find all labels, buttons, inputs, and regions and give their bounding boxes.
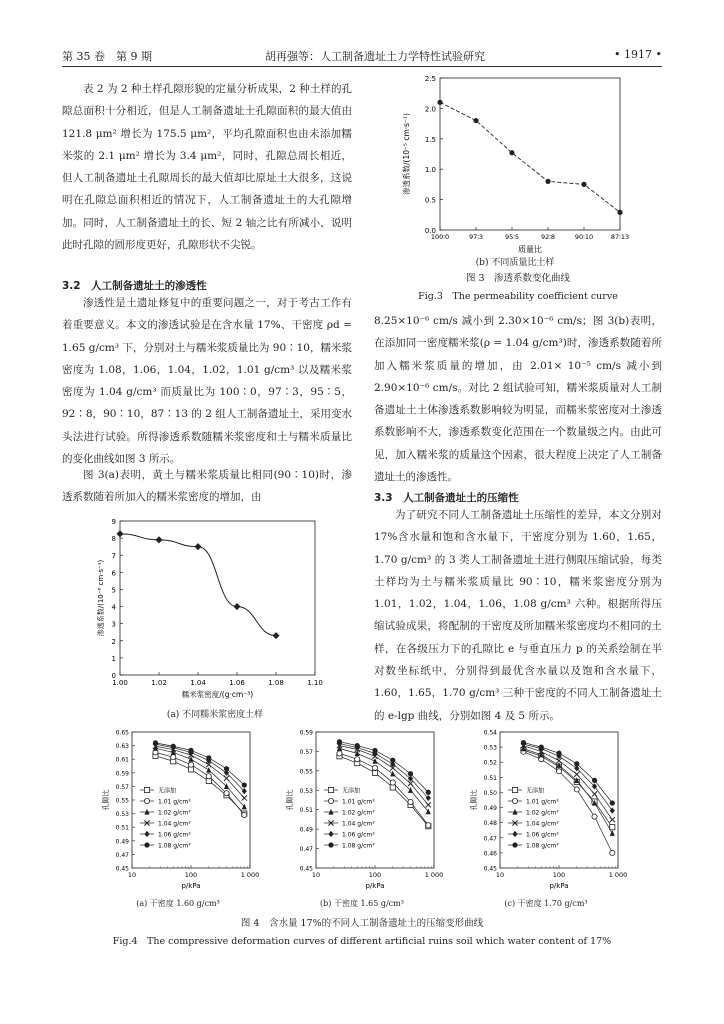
y-tick-label: 7: [111, 552, 116, 561]
legend-label: 无添加: [158, 787, 177, 795]
data-point: [355, 757, 360, 762]
y-tick-label: 4: [111, 603, 116, 612]
legend-label: 1.01 g/cm³: [526, 798, 559, 806]
figure-4c-subcaption: (c) 干密度 1.70 g/cm³: [504, 899, 588, 908]
data-point: [390, 785, 395, 790]
data-point: [337, 739, 342, 744]
data-point: [206, 774, 211, 779]
legend-label: 1.06 g/cm³: [342, 831, 375, 839]
data-point: [473, 118, 478, 123]
x-tick-label: 95∶5: [504, 233, 520, 241]
legend-label: 1.04 g/cm³: [342, 820, 375, 828]
x-axis-label: 糯米浆密度/(g·cm⁻³): [181, 690, 254, 699]
data-point: [242, 782, 247, 787]
y-tick-label: 0.54: [483, 729, 497, 737]
legend-marker: [144, 842, 149, 847]
y-axis-label: 孔隙比: [102, 789, 110, 811]
x-tick-label: 10: [127, 871, 137, 879]
x-tick-label: 1 000: [240, 871, 260, 879]
x-tick-label: 10: [311, 871, 321, 879]
x-tick-label: 1.08: [268, 679, 284, 687]
data-point: [437, 100, 442, 105]
y-tick-label: 0.53: [483, 744, 497, 752]
y-tick-label: 0: [111, 672, 116, 680]
data-point: [426, 802, 431, 807]
x-tick-label: 100: [368, 871, 382, 879]
y-tick-label: 9: [111, 518, 116, 526]
data-point: [556, 751, 561, 756]
figure-3-caption-cn: 图 3 渗透系数变化曲线: [465, 273, 571, 284]
y-tick-label: 0.55: [299, 768, 313, 776]
data-point: [545, 179, 550, 184]
legend-marker: [328, 842, 333, 847]
figure-4-caption-cn: 图 4 含水量 17%的不同人工制备遗址土的压缩变形曲线: [240, 918, 484, 929]
legend-marker: [144, 798, 149, 803]
figure-3a-subcaption: (a) 不同糯米浆密度土样: [166, 710, 264, 720]
data-point: [224, 776, 229, 781]
data-point: [372, 758, 377, 764]
data-point: [521, 740, 526, 745]
figure-3a-chart: [95, 515, 335, 700]
data-point: [171, 755, 176, 760]
y-tick-label: 1: [111, 654, 116, 663]
legend-label: 无添加: [342, 787, 361, 795]
x-tick-label: 1.02: [151, 679, 167, 687]
figure-3b-chart: [395, 70, 635, 255]
legend-label: 1.06 g/cm³: [158, 831, 191, 839]
y-tick-label: 0.61: [115, 756, 129, 764]
data-point: [233, 603, 240, 610]
section-3-2-heading: 3.2 人工制备遗址土的渗透性: [62, 280, 207, 292]
legend-label: 1.01 g/cm³: [342, 798, 375, 806]
left-paragraph-3: 图 3(a)表明，黄土与糯米浆质量比相同(90∶10)时，渗透系数随着所加入的糯米浆密度的增加，由: [62, 469, 352, 504]
data-point: [574, 772, 579, 777]
legend-label: 1.08 g/cm³: [526, 842, 559, 850]
y-tick-label: 0.52: [483, 759, 497, 767]
data-point: [617, 210, 622, 215]
legend-marker: [512, 787, 517, 792]
y-tick-label: 0.45: [483, 865, 497, 873]
y-tick-label: 0.49: [115, 838, 129, 846]
data-point: [272, 632, 279, 639]
data-point: [194, 543, 201, 550]
data-point: [408, 787, 413, 793]
y-tick-label: 1.0: [424, 166, 436, 175]
y-tick-label: 0.47: [115, 851, 129, 859]
plot-frame: [440, 78, 620, 230]
legend-marker: [328, 787, 333, 792]
y-tick-label: 0.0: [424, 227, 436, 235]
left-paragraph-1: 表 2 为 2 种土样孔隙形貌的定量分析成果，2 种土样的孔隙总面积十分相近，但是人工制备遗址土孔隙面积的最大值由 121.8 μm² 增长为 175.5 μm²，平均孔隙面积也由未添加糯米浆的 2.1 μm² 增长为 3.4 μm²，同时，孔隙总周长相近，但人工制备遗址土孔隙周长的最大值却比原址土大很多，这说明在孔隙总面积相近的情况下，人工制备遗址土的大孔隙增加。同时，人工制备遗址土的长、短 2 轴之比有所减小，说明此时孔隙的圆形度更好，孔隙形状不尖锐。: [62, 83, 352, 252]
y-tick-label: 2.5: [424, 75, 436, 83]
data-point: [539, 745, 544, 750]
data-point: [242, 812, 247, 817]
legend-label: 无添加: [526, 787, 545, 795]
data-point: [155, 536, 162, 543]
legend-marker: [512, 842, 517, 847]
y-tick-label: 2: [111, 637, 116, 646]
x-tick-label: 100: [184, 871, 198, 879]
y-tick-label: 0.45: [115, 865, 129, 873]
data-point: [206, 755, 211, 760]
x-axis-label: p/kPa: [365, 882, 385, 890]
figure-3-caption-en: Fig.3 The permeability coefficient curve: [418, 291, 618, 302]
y-tick-label: 1.5: [424, 135, 436, 144]
y-tick-label: 0.59: [115, 770, 129, 778]
legend-marker: [328, 831, 333, 837]
y-tick-label: 0.57: [299, 748, 313, 756]
right-paragraph-1: 8.25×10⁻⁶ cm/s 减小到 2.30×10⁻⁶ cm/s；图 3(b)表明，在添加同一密度糯米浆(ρ = 1.04 g/cm³)时，渗透系数随着所加入糯米浆质量的增加，由 2.01× 10⁻⁵ cm/s 减小到 2.90×10⁻⁶ cm/s。对比 2 组试验可知，糯米浆质量对人工制备遗址土土体渗透系数影响较为明显，而糯米浆密度对土渗透系数影响不大，渗透系数变化范围在一个数量级之内。由此可见，加入糯米浆的质量这个因素，很大程度上决定了人工制备遗址土的渗透性。: [374, 315, 662, 484]
data-point: [426, 790, 431, 795]
data-point: [592, 791, 597, 796]
data-point: [592, 814, 597, 819]
y-tick-label: 0.65: [115, 729, 129, 737]
y-axis-label: 孔隙比: [470, 789, 478, 811]
series-line: [339, 742, 428, 793]
y-tick-label: 0.59: [299, 729, 313, 737]
data-point: [556, 769, 561, 774]
data-point: [242, 795, 247, 800]
figure-4a-chart: [100, 726, 260, 896]
data-point: [224, 766, 229, 771]
data-point: [610, 830, 615, 836]
data-point: [224, 791, 229, 796]
legend-label: 1.08 g/cm³: [158, 842, 191, 850]
y-tick-label: 0.47: [299, 846, 313, 854]
data-point: [390, 771, 395, 777]
data-point: [206, 767, 211, 773]
data-point: [188, 762, 193, 767]
data-point: [372, 765, 377, 770]
x-tick-label: 97∶3: [468, 233, 484, 241]
y-tick-label: 0.50: [483, 789, 497, 797]
y-tick-label: 0.51: [115, 824, 129, 832]
figure-4-caption-en: Fig.4 The compressive deformation curves of different artificial ruins soil which water content of 17%: [112, 936, 612, 947]
data-point: [390, 780, 395, 785]
x-tick-label: 1.04: [190, 679, 206, 687]
plot-frame: [120, 521, 315, 675]
y-axis-label: 渗透系数/(10⁻⁶ cm·s⁻¹): [97, 559, 105, 637]
y-tick-label: 0.63: [115, 743, 129, 751]
x-axis-label: p/kPa: [549, 882, 569, 890]
data-point: [171, 744, 176, 749]
x-tick-label: 10: [495, 871, 505, 879]
data-point: [408, 771, 413, 776]
legend-label: 1.02 g/cm³: [342, 809, 375, 817]
figure-4b-subcaption: (b) 干密度 1.65 g/cm³: [320, 899, 404, 908]
data-point: [390, 758, 395, 763]
data-point: [372, 748, 377, 753]
legend-label: 1.06 g/cm³: [526, 831, 559, 839]
data-point: [539, 757, 544, 762]
y-tick-label: 0.47: [483, 835, 497, 843]
x-tick-label: 1.06: [229, 679, 245, 687]
data-point: [509, 150, 514, 155]
series-line: [155, 743, 244, 785]
data-point: [355, 743, 360, 748]
left-paragraph-2: 渗透性是土遗址修复中的重要问题之一，对于考古工作有着重要意义。本文的渗透试验是在含水量 17%、干密度 ρd = 1.65 g/cm³ 下，分别对土与糯米浆质量比为 90∶10，糯米浆密度为 1.08，1.06，1.04，1.02，1.01 g/cm³ 以及糯米浆密度为 1.04 g/cm³ 而质量比为 100∶0，97∶3，95∶5，92∶8，90∶10，87∶13 的 2 组人工制备遗址土，采用变水头法进行试验。所得渗透系数随糯米浆密度和土与糯米质量比的变化曲线如图 3 所示。: [62, 297, 352, 466]
data-point: [224, 783, 229, 789]
x-tick-label: 87∶13: [610, 233, 630, 241]
y-tick-label: 0.49: [483, 805, 497, 813]
data-point: [408, 799, 413, 804]
header-page: • 1917 •: [614, 48, 662, 61]
x-tick-label: 100∶0: [430, 233, 450, 241]
data-point: [610, 850, 615, 855]
data-point: [574, 787, 579, 792]
figure-3b-subcaption: (b) 不同质量比土样: [475, 258, 555, 268]
y-tick-label: 0.57: [115, 783, 129, 791]
data-point: [426, 823, 431, 828]
data-point: [610, 825, 615, 830]
legend-marker: [144, 831, 149, 837]
y-tick-label: 0.51: [483, 774, 497, 782]
legend-marker: [328, 798, 333, 803]
y-tick-label: 0.55: [115, 797, 129, 805]
legend-label: 1.02 g/cm³: [526, 809, 559, 817]
legend-label: 1.08 g/cm³: [342, 842, 375, 850]
section-3-3-heading: 3.3 人工制备遗址土的压缩性: [374, 492, 519, 504]
figure-4c-chart: [468, 726, 628, 896]
legend-label: 1.04 g/cm³: [526, 820, 559, 828]
y-tick-label: 0.48: [483, 820, 497, 828]
x-tick-label: 1.10: [307, 679, 323, 687]
x-axis-label: p/kPa: [181, 882, 201, 890]
data-point: [372, 770, 377, 775]
x-axis-label: 质量比: [518, 245, 542, 254]
y-tick-label: 3: [111, 620, 116, 629]
x-tick-label: 90∶10: [574, 233, 594, 241]
y-tick-label: 0.46: [483, 850, 497, 858]
x-tick-label: 1.00: [112, 679, 128, 687]
data-point: [337, 751, 342, 756]
figure-4b-chart: [284, 726, 444, 896]
y-tick-label: 0.53: [299, 787, 313, 795]
data-point: [592, 778, 597, 783]
data-point: [116, 530, 123, 537]
x-tick-label: 1 000: [424, 871, 444, 879]
series-line: [440, 102, 620, 212]
data-point: [574, 761, 579, 766]
y-tick-label: 6: [111, 569, 116, 578]
figure-4a-subcaption: (a) 干密度 1.60 g/cm³: [136, 899, 220, 908]
legend-label: 1.02 g/cm³: [158, 809, 191, 817]
header-title: 胡再强等：人工制备遗址土力学特性试验研究: [265, 50, 485, 63]
legend-marker: [512, 798, 517, 803]
data-point: [153, 740, 158, 745]
header-rule: [62, 66, 662, 67]
x-tick-label: 100: [552, 871, 566, 879]
y-axis-label: 渗透系数/(10⁻⁵ cm·s⁻¹): [402, 113, 411, 195]
y-tick-label: 0.5: [424, 196, 436, 205]
right-paragraph-2: 为了研究不同人工制备遗址土压缩性的差异，本文分别对 17%含水量和饱和含水量下，干密度分别为 1.60，1.65，1.70 g/cm³ 的 3 类人工制备遗址土进行侧限压缩试验，每类土样均为土与糯米浆质量比 90∶10，糯米浆密度分别为 1.01，1.02，1.04，1.06，1.08 g/cm³ 六种。根据所得压缩试验成果，将配制的干密度及所加糯米浆密度均不相同的土样，在各级压力下的孔隙比 e 与垂直压力 p 的关系绘制在半对数坐标纸中，分别得到最优含水量以及饱和含水量下，1.60，1.65，1.70 g/cm³ 三种干密度的不同人工制备遗址土的 e-lgp 曲线，分别如图 4 及 5 所示。: [374, 509, 662, 722]
y-tick-label: 0.51: [299, 807, 313, 815]
y-tick-label: 2.0: [424, 105, 436, 114]
y-tick-label: 8: [111, 535, 116, 544]
data-point: [610, 800, 615, 805]
y-tick-label: 5: [111, 586, 116, 595]
legend-label: 1.04 g/cm³: [158, 820, 191, 828]
legend-label: 1.01 g/cm³: [158, 798, 191, 806]
x-tick-label: 92∶8: [540, 233, 556, 241]
data-point: [610, 817, 615, 822]
y-axis-label: 孔隙比: [286, 789, 294, 811]
y-tick-label: 0.45: [299, 865, 313, 873]
data-point: [581, 182, 586, 187]
x-tick-label: 1 000: [608, 871, 628, 879]
header-volume: 第 35 卷 第 9 期: [62, 50, 152, 63]
legend-marker: [512, 831, 517, 837]
legend-marker: [144, 787, 149, 792]
y-tick-label: 0.53: [115, 811, 129, 819]
y-tick-label: 0.49: [299, 826, 313, 834]
data-point: [188, 748, 193, 753]
